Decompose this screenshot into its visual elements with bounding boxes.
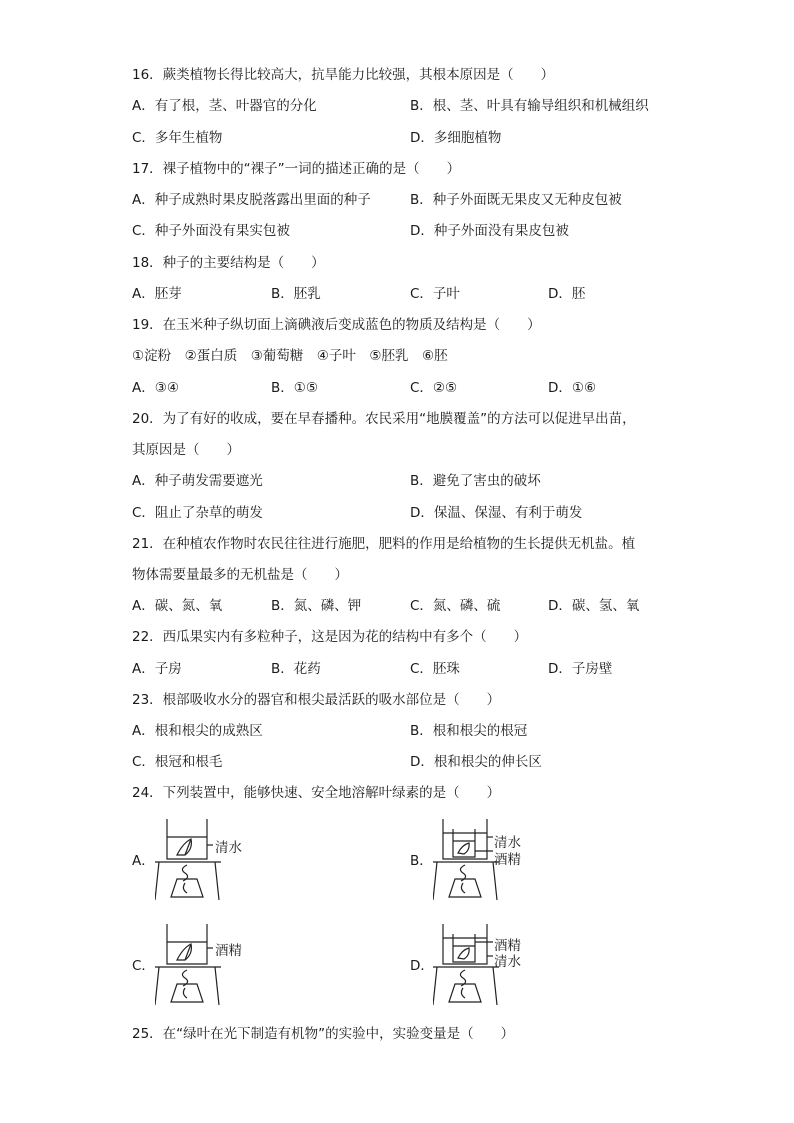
q19-option-a: A．③④ xyxy=(132,380,179,396)
q20-stem-line1: 20．为了有好的收成，要在早春播种。农民采用“地膜覆盖”的方法可以促进早出苗， xyxy=(132,411,636,427)
q24-fig-c-label: 酒精 xyxy=(215,943,242,959)
water-bath-apparatus-icon xyxy=(433,815,548,907)
q17-stem: 17．裸子植物中的“裸子”一词的描述正确的是（ ） xyxy=(132,161,461,177)
q24-figure-c xyxy=(155,920,270,1012)
q24-option-c-letter: C． xyxy=(132,958,155,974)
q20-option-c: C．阻止了杂草的萌发 xyxy=(132,505,263,521)
q21-option-d: D．碳、氢、氧 xyxy=(548,598,640,614)
q18-option-c: C．子叶 xyxy=(410,286,460,302)
beaker-apparatus-icon xyxy=(155,815,270,907)
q21-stem-line1: 21．在种植农作物时农民往往进行施肥，肥料的作用是给植物的生长提供无机盐。植 xyxy=(132,536,636,552)
q24-option-d-letter: D． xyxy=(410,958,434,974)
q25-stem: 25．在“绿叶在光下制造有机物”的实验中，实验变量是（ ） xyxy=(132,1026,515,1042)
q19-stem: 19．在玉米种子纵切面上滴碘液后变成蓝色的物质及结构是（ ） xyxy=(132,317,541,333)
q18-option-a: A．胚芽 xyxy=(132,286,182,302)
q21-option-c: C．氮、磷、硫 xyxy=(410,598,501,614)
q24-fig-a-label: 清水 xyxy=(215,840,242,856)
q24-option-a-letter: A． xyxy=(132,853,155,869)
q24-figure-b xyxy=(433,815,548,907)
q22-stem: 22．西瓜果实内有多粒种子，这是因为花的结构中有多个（ ） xyxy=(132,629,528,645)
q16-option-d: D．多细胞植物 xyxy=(410,130,502,146)
q24-stem: 24．下列装置中，能够快速、安全地溶解叶绿素的是（ ） xyxy=(132,785,501,801)
q17-option-a: A．种子成熟时果皮脱落露出里面的种子 xyxy=(132,192,371,208)
q24-fig-d-label-2: 清水 xyxy=(494,954,521,970)
q21-stem-line2: 物体需要量最多的无机盐是（ ） xyxy=(132,567,348,583)
q20-option-b: B．避免了害虫的破坏 xyxy=(410,473,541,489)
q24-figure-d xyxy=(433,920,548,1012)
q20-stem-line2: 其原因是（ ） xyxy=(132,442,240,458)
q22-option-d: D．子房壁 xyxy=(548,661,613,677)
beaker-apparatus-icon xyxy=(155,920,270,1012)
q23-option-d: D．根和根尖的伸长区 xyxy=(410,754,542,770)
q21-option-b: B．氮、磷、钾 xyxy=(271,598,362,614)
q19-option-c: C．②⑤ xyxy=(410,380,458,396)
q24-option-b-letter: B． xyxy=(410,853,433,869)
q24-figure-a xyxy=(155,815,270,907)
q18-option-d: D．胚 xyxy=(548,286,586,302)
q21-option-a: A．碳、氮、氧 xyxy=(132,598,223,614)
q18-stem: 18．种子的主要结构是（ ） xyxy=(132,255,325,271)
q16-stem: 16．蕨类植物长得比较高大，抗旱能力比较强，其根本原因是（ ） xyxy=(132,67,555,83)
q17-option-b: B．种子外面既无果皮又无种皮包被 xyxy=(410,192,622,208)
q23-stem: 23．根部吸收水分的器官和根尖最活跃的吸水部位是（ ） xyxy=(132,692,501,708)
q24-fig-b-label-2: 酒精 xyxy=(494,852,521,868)
q20-option-d: D．保温、保湿、有利于萌发 xyxy=(410,505,583,521)
q22-option-a: A．子房 xyxy=(132,661,182,677)
q18-option-b: B．胚乳 xyxy=(271,286,321,302)
q16-option-c: C．多年生植物 xyxy=(132,130,223,146)
q17-option-d: D．种子外面没有果皮包被 xyxy=(410,223,569,239)
q17-option-c: C．种子外面没有果实包被 xyxy=(132,223,290,239)
q20-option-a: A．种子萌发需要遮光 xyxy=(132,473,263,489)
q19-option-d: D．①⑥ xyxy=(548,380,597,396)
q19-option-b: B．①⑤ xyxy=(271,380,318,396)
q22-option-c: C．胚珠 xyxy=(410,661,460,677)
q23-option-b: B．根和根尖的根冠 xyxy=(410,723,528,739)
q22-option-b: B．花药 xyxy=(271,661,321,677)
q23-option-c: C．根冠和根毛 xyxy=(132,754,223,770)
q16-option-b: B．根、茎、叶具有输导组织和机械组织 xyxy=(410,98,649,114)
water-bath-apparatus-icon xyxy=(433,920,548,1012)
q16-option-a: A．有了根，茎、叶器官的分化 xyxy=(132,98,317,114)
q24-fig-b-label-1: 清水 xyxy=(494,835,521,851)
q24-fig-d-label-1: 酒精 xyxy=(494,938,521,954)
q19-items: ①淀粉 ②蛋白质 ③葡萄糖 ④子叶 ⑤胚乳 ⑥胚 xyxy=(132,348,448,364)
q23-option-a: A．根和根尖的成熟区 xyxy=(132,723,263,739)
